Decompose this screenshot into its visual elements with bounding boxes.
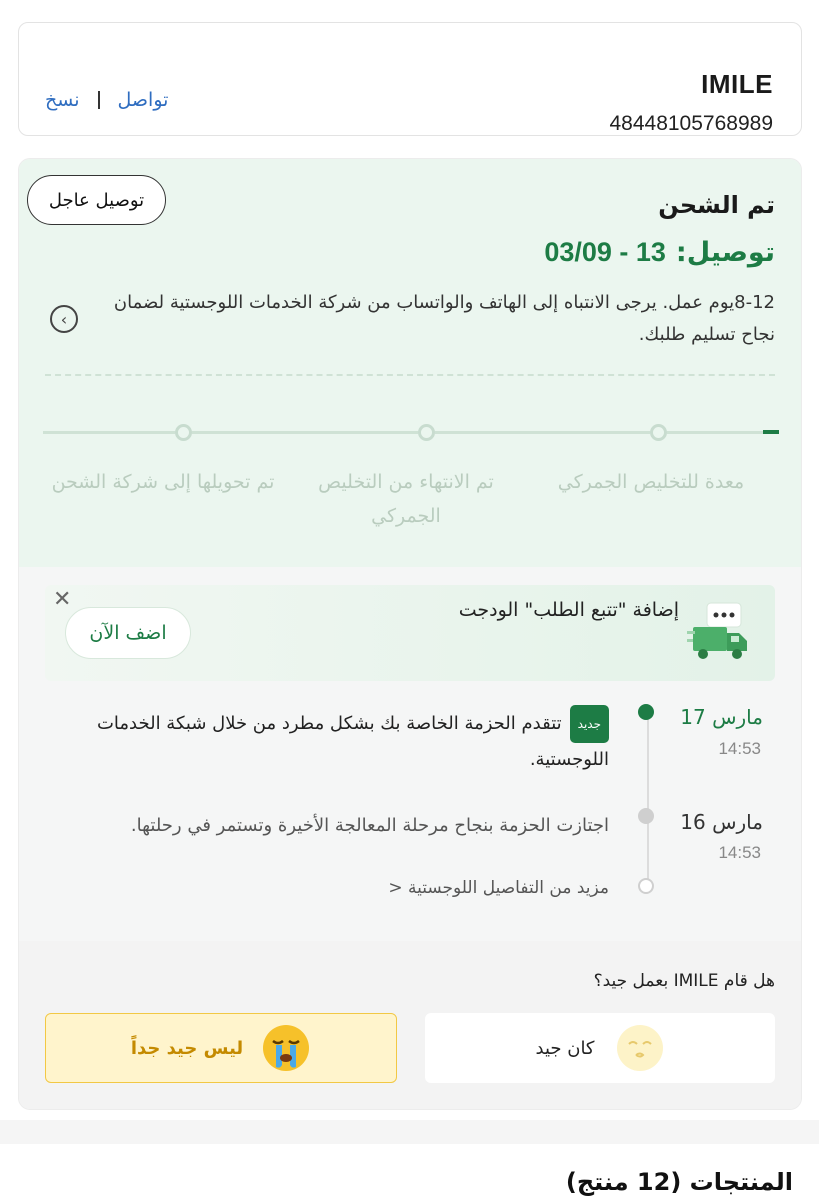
rating-question: هل قام IMILE بعمل جيد؟ bbox=[593, 971, 775, 991]
event-description bbox=[69, 705, 609, 777]
event-text: اجتازت الحزمة بنجاح مرحلة المعالجة الأخيرة وتستمر في رحلتها. bbox=[130, 815, 609, 836]
section-divider bbox=[0, 1120, 819, 1144]
shipment-status-card bbox=[18, 158, 802, 1110]
close-icon[interactable]: ✕ bbox=[53, 587, 72, 612]
chevron-right-icon[interactable]: › bbox=[50, 305, 78, 333]
status-summary bbox=[19, 159, 801, 567]
progress-dot bbox=[650, 424, 667, 441]
delivery-estimate bbox=[544, 237, 775, 268]
actions-separator bbox=[98, 91, 100, 109]
event-time: 14:53 bbox=[718, 843, 761, 862]
carrier-actions bbox=[45, 89, 168, 111]
more-logistics-details-link[interactable]: مزيد من التفاصيل اللوجستية < bbox=[388, 878, 609, 898]
delivery-note: 8-12يوم عمل. يرجى الانتباه إلى الهاتف والواتساب من شركة الخدمات اللوجستية لضمان نجاح تسليم طلبك. bbox=[113, 292, 775, 345]
urgent-delivery-button[interactable]: توصيل عاجل bbox=[27, 175, 166, 225]
rating-good-button[interactable] bbox=[425, 1013, 775, 1083]
event-time: 14:53 bbox=[718, 739, 761, 758]
status-title: تم الشحن bbox=[658, 191, 775, 219]
carrier-name: IMILE bbox=[701, 69, 773, 99]
smiling-face-icon bbox=[615, 1023, 665, 1073]
copy-link[interactable]: نسخ bbox=[45, 89, 80, 111]
contact-link[interactable]: تواصل bbox=[117, 89, 169, 111]
progress-dot bbox=[175, 424, 192, 441]
tracking-widget-banner bbox=[45, 585, 775, 681]
timeline-dot-active bbox=[638, 704, 654, 720]
track-segment bbox=[667, 431, 763, 434]
rating-bad-label: ليس جيد جداً bbox=[130, 1037, 244, 1059]
new-badge: جديد bbox=[570, 705, 609, 743]
progress-track bbox=[43, 421, 779, 445]
rating-section bbox=[19, 941, 801, 1110]
dashed-divider bbox=[45, 374, 775, 376]
delivery-prefix: توصيل: bbox=[675, 237, 775, 268]
products-title: المنتجات (12 منتج) bbox=[565, 1168, 793, 1196]
timeline-line bbox=[647, 711, 649, 887]
event-date: مارس 16 bbox=[680, 810, 763, 834]
timeline-dot-empty bbox=[638, 878, 654, 894]
progress-dot bbox=[418, 424, 435, 441]
delivery-truck-icon bbox=[687, 601, 753, 667]
stage-label: معدة للتخليص الجمركي bbox=[557, 471, 745, 493]
rating-good-label: كان جيد bbox=[535, 1037, 595, 1059]
widget-promo-text: إضافة "تتبع الطلب" الودجت bbox=[458, 599, 679, 621]
progress-current-marker bbox=[763, 430, 779, 434]
stage-label: تم تحويلها إلى شركة الشحن bbox=[51, 471, 275, 493]
timeline-dot bbox=[638, 808, 654, 824]
carrier-card bbox=[18, 22, 802, 136]
track-segment bbox=[435, 431, 650, 434]
stage-label: تم الانتهاء من التخليص الجمركي bbox=[318, 471, 494, 527]
event-date: مارس 17 bbox=[680, 705, 763, 729]
event-text: تتقدم الحزمة الخاصة بك بشكل مطرد من خلال شبكة الخدمات اللوجستية. bbox=[96, 713, 609, 770]
add-widget-button[interactable]: اضف الآن bbox=[65, 607, 191, 659]
tracking-number: 48448105768989 bbox=[609, 112, 773, 135]
rating-bad-button[interactable] bbox=[45, 1013, 397, 1083]
delivery-range: 03/09 - 13 bbox=[544, 237, 666, 267]
crying-face-icon bbox=[261, 1023, 311, 1073]
track-segment bbox=[192, 431, 418, 434]
track-segment bbox=[43, 431, 175, 434]
